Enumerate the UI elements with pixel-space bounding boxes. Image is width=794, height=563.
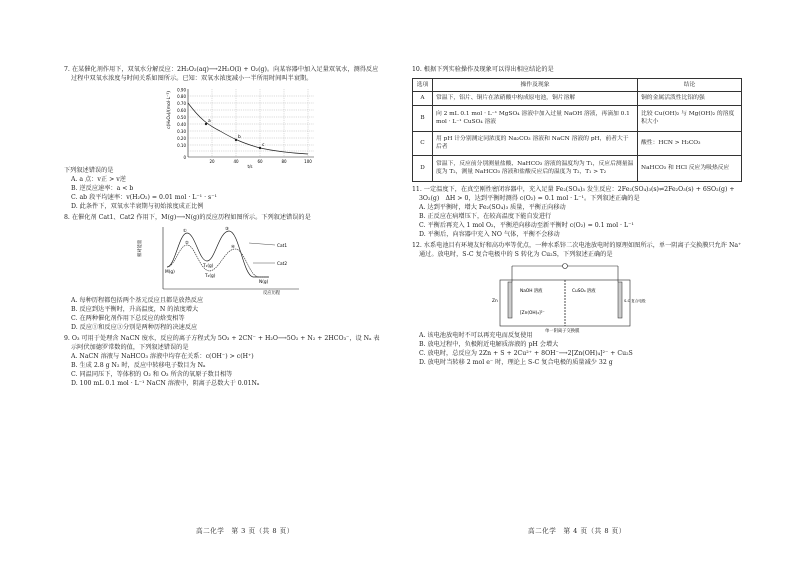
graph-xlabel: t/s (247, 163, 253, 169)
ytick: 0.50 (177, 114, 186, 120)
ytick: 0.90 (177, 87, 186, 93)
label-2: ② (185, 240, 189, 246)
point-c (259, 147, 261, 149)
option: D. 反应①和反应③分别是两种历程的决速反应 (71, 323, 198, 331)
right-page (412, 66, 742, 370)
energy-xlabel: 反应历程 (263, 290, 281, 296)
graph-ylabel: c(H₂O₂)/(mol·L⁻¹) (167, 90, 172, 129)
label-3: ③ (225, 226, 229, 232)
ytick: 0.30 (177, 128, 186, 134)
table-cell: 酸性：HCN > H₂CO₃ (638, 131, 742, 155)
right-electrode-label: S-C 复合电极 (624, 298, 646, 303)
table-cell: C (413, 131, 433, 155)
left-species-label: [Zn(OH)₄]²⁻ (520, 310, 545, 316)
question-9 (64, 335, 384, 389)
table-cell: NaHCO₃ 和 HCl 反应为吸热反应 (638, 155, 742, 181)
option: D. 此条件下，双氧水半衰期与初始浓度成正比例 (71, 202, 204, 210)
question-7 (64, 66, 384, 212)
option: B. 生成 2.8 g N₂ 时，反应中转移电子数目为 Nₐ (71, 361, 206, 369)
left-solution-label: NaOH 溶液 (520, 288, 543, 294)
ytick: 0.60 (177, 107, 186, 113)
ytick: 0.20 (177, 135, 186, 141)
question-10 (412, 66, 742, 182)
experiment-table (412, 78, 742, 182)
point-b (235, 139, 237, 141)
option: B. 逆反应速率：a < b (71, 184, 134, 192)
page-footer-right: 高二化学 第 4 页（共 8 页） (528, 527, 626, 535)
ytick: 0.40 (177, 121, 186, 127)
option: B. 正反应在病增压下，在较高温度下能自发进行 (419, 212, 552, 220)
point-a (205, 123, 207, 125)
zn-electrode (508, 282, 512, 318)
cell-schematic (490, 262, 646, 334)
question-7-graph (64, 85, 384, 167)
option: D. 平衡后，向容器中充入 NO 气体，平衡不会移动 (419, 230, 560, 238)
option: A. NaCN 溶液与 NaHCO₃ 溶液中均存在关系：c(OH⁻) > c(H⁺) (71, 352, 254, 360)
membrane-label: 单一阴离子交换膜 (545, 328, 580, 334)
table-header-row (413, 78, 742, 91)
label-m: M(g) (165, 269, 175, 275)
label-t2: T₂(g) (205, 273, 216, 279)
legend-cat2: Cat2 (277, 261, 288, 267)
question-12 (412, 242, 742, 368)
table-row (413, 155, 742, 181)
table-header: 结论 (638, 78, 742, 91)
right-solution-label: CuSO₄ 溶液 (572, 288, 596, 294)
table-header: 操作及现象 (433, 78, 638, 91)
table-cell: 常温下，反应前分别测量盐酸、NaHCO₃ 溶液的温度均为 T₁，反应后测量温度为 T₂，测量 NaHCO₃ 溶液和盐酸反应后的温度为 T₂，T₁ > T₂ (433, 155, 638, 181)
cat2-curve (167, 245, 269, 277)
option: C. ab 段平均速率：v(H₂O₂) = 0.01 mol · L⁻¹ · s⁻¹ (71, 193, 217, 201)
label-1: ① (183, 228, 187, 234)
table-cell: 铜的金属活泼性比铝的强 (638, 92, 742, 105)
option: B. 反应到达平衡时，升高温度，N 的浓度增大 (71, 305, 199, 313)
question-7-prompt: 下列叙述错误的是 (64, 166, 114, 174)
point-label: c (262, 142, 265, 148)
concentration-time-graph (164, 85, 324, 167)
left-page (64, 66, 384, 391)
question-12-stem: 12. 水系电池目有环境友好和高功率等优点，一种水系锌二次电池放电时的原理如图所示，单一阴离子交换膜只允许 Na⁺ 通过。放电时，S-C 复合电极中的 S 转化为 Cu₂S，下列叙述正确的是 (412, 241, 742, 258)
table-cell: B (413, 105, 433, 131)
question-8-graph (64, 223, 384, 297)
label-n: N(g) (259, 279, 269, 285)
ytick: 0.80 (177, 93, 186, 99)
table-cell: 用 pH 计分别测定同浓度的 Na₂CO₃ 溶液和 NaCN 溶液的 pH，前者大于后者 (433, 131, 638, 155)
legend-cat1: Cat1 (277, 243, 288, 249)
table-cell: A (413, 92, 433, 105)
question-11-stem: 11. 一定温度下，在真空刚性密闭容器中，充入足量 Fe₂(SO₄)₃ 发生反应：2Fe₂(SO₄)₃(s)⇌2Fe₂O₃(s) + 6SO₂(g) + 3O₂(g) ΔH > 0，达到平衡时测得 c(O₂) = 0.1 mol · L⁻¹。下列叙述正确的是 (412, 185, 735, 202)
option: A. 达到平衡时，增大 Fe₂(SO₄)₃ 质量，平衡正向移动 (419, 203, 566, 211)
xtick: 60 (257, 158, 263, 164)
table-cell: 常温下，铝片、铜片在浓硝酸中构成原电池，铜片溶解 (433, 92, 638, 105)
point-label: a (208, 118, 211, 124)
option: D. 放电时当转移 2 mol e⁻ 时，理论上 S-C 复合电极的质量减少 32 g (419, 358, 613, 366)
table-row (413, 131, 742, 155)
table-cell: 向 2 mL 0.1 mol · L⁻¹ MgSO₄ 溶液中加入过量 NaOH 溶液，再滴加 0.1 mol · L⁻¹ CuSO₄ 溶液 (433, 105, 638, 131)
question-8 (64, 214, 384, 333)
question-11 (412, 186, 742, 240)
label-t1: T₁(g) (203, 263, 214, 269)
option: B. 放电过程中，负极附近电解质溶液的 pH 会增大 (419, 340, 559, 348)
cat1-curve (167, 231, 269, 277)
option: C. 平衡后再充入 1 mol O₂，平衡逆向移动至新平衡时 c(O₂) = 0.1 mol · L⁻¹ (419, 221, 634, 229)
question-7-stem: 7. 在某催化剂作用下，双氧水分解反应：2H₂O₂(aq)⟶2H₂O(l) + O₂(g)。向某容器中加入足量双氧水，测得反应过程中双氧水浓度与时间关系如图所示。已知：双氧水浓度减小一半所用时间叫半衰期。 (64, 66, 379, 82)
option: A. a 点：v正 > v逆 (71, 175, 126, 183)
xtick: 100 (304, 158, 312, 164)
point-label: b (238, 134, 241, 140)
xtick: 20 (209, 158, 215, 164)
table-header: 选项 (413, 78, 433, 91)
table-cell: 比较 Cu(OH)₂ 与 Mg(OH)₂ 的溶度积大小 (638, 105, 742, 131)
xtick: 40 (233, 158, 239, 164)
label-4: ④ (231, 244, 235, 250)
option: C. 同温同压下，等体积的 O₂ 和 O₃ 所含的氧原子数目相等 (71, 370, 233, 378)
energy-ylabel: 相对能量 (138, 239, 143, 257)
question-9-stem: 9. O₃ 可用于处理含 NaCN 废水，反应的离子方程式为 5O₃ + 2CN⁻ + H₂O⟶5O₂ + N₂ + 2HCO₃⁻，设 Nₐ 表示阿伏加德罗常数的值，下列叙述错误的是 (64, 334, 380, 351)
sc-electrode (618, 282, 622, 318)
option: C. 在两种催化剂作用下总反应的焓变相等 (71, 314, 185, 322)
question-8-stem: 8. 在催化剂 Cat1、Cat2 作用下，M(g)⟶N(g)的反应历程如图所示。下列叙述错误的是 (64, 213, 311, 221)
ytick: 0 (183, 154, 186, 160)
ytick: 0.70 (177, 100, 186, 106)
ytick: 0.10 (177, 142, 186, 148)
table-row (413, 92, 742, 105)
question-10-stem: 10. 根据下列实验操作及现象可以得出相应结论的是 (412, 66, 554, 73)
left-electrode-label: Zn (492, 298, 498, 304)
page-footer-left: 高二化学 第 3 页（共 8 页） (196, 527, 294, 535)
battery-diagram (412, 260, 742, 332)
option: D. 100 mL 0.1 mol · L⁻¹ NaCN 溶液中，阴离子总数大于 0.01Nₐ (71, 379, 260, 387)
xtick: 80 (281, 158, 287, 164)
table-cell: D (413, 155, 433, 181)
concentration-curve (188, 103, 308, 154)
option: A. 每种历程都包括两个基元反应且都是放热反应 (71, 296, 204, 304)
option: C. 放电时，总反应为 2Zn + S + 2Cu²⁺ + 8OH⁻⟶2[Zn(OH)₄]²⁻ + Cu₂S (419, 349, 633, 357)
load-icon (563, 263, 568, 268)
table-row (413, 105, 742, 131)
option: A. 该电池放电时不可以再充电而反复使用 (419, 331, 533, 339)
reaction-energy-diagram (138, 223, 319, 297)
